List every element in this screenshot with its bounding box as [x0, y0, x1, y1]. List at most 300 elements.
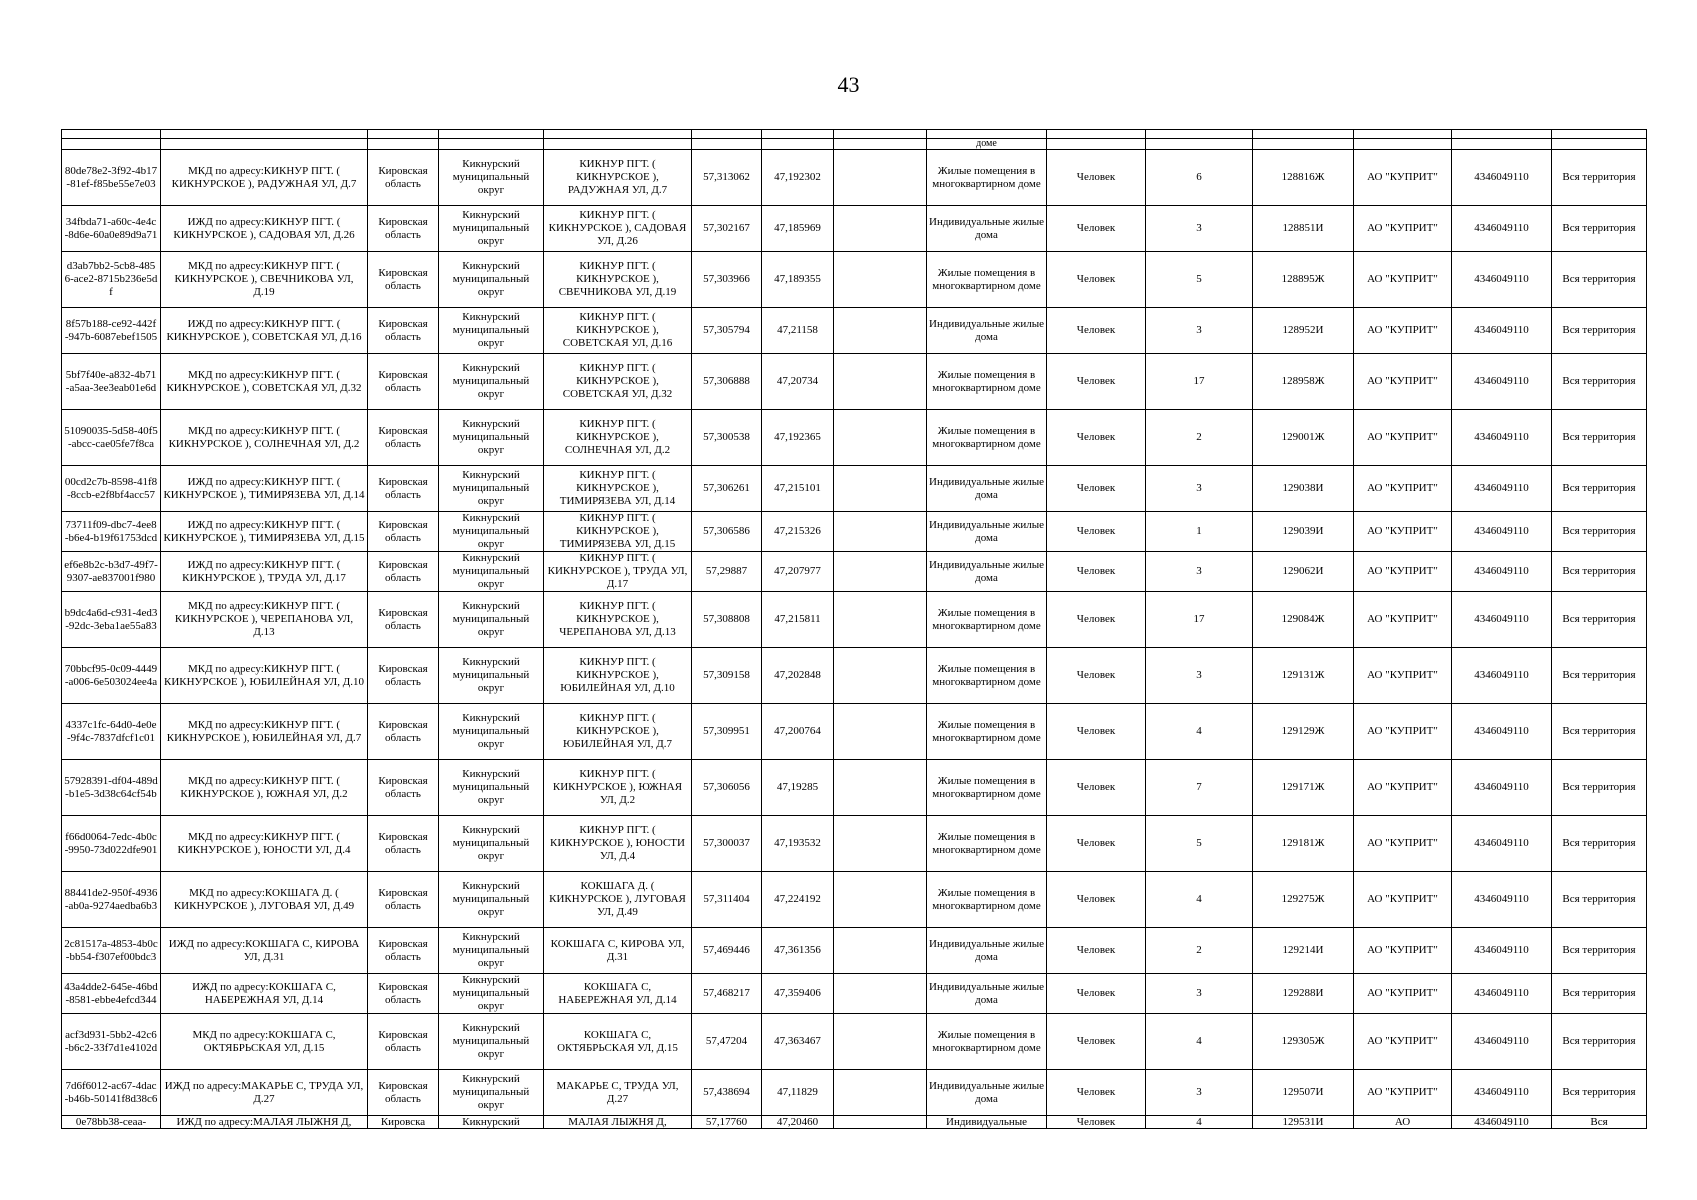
- longitude-cell: 47,192365: [762, 410, 834, 466]
- inn-cell: 4346049110: [1452, 872, 1552, 928]
- table-row: [62, 466, 1647, 512]
- code-cell: 129171Ж: [1253, 760, 1354, 816]
- description-cell: ИЖД по адресу:МАЛАЯ ЛЫЖНЯ Д,: [161, 1116, 368, 1129]
- description-cell: МКД по адресу:КОКШАГА С, ОКТЯБРЬСКАЯ УЛ, Д.15: [161, 1014, 368, 1070]
- region-cell: Кировская область: [368, 252, 439, 308]
- territory-cell: Вся территория: [1552, 974, 1647, 1014]
- count-cell: 3: [1146, 308, 1253, 354]
- longitude-cell: 47,202848: [762, 648, 834, 704]
- latitude-cell: 57,311404: [692, 872, 762, 928]
- dwelling-type-cell: Жилые помещения в многоквартирном доме: [927, 648, 1047, 704]
- code-cell: 129129Ж: [1253, 704, 1354, 760]
- id-cell: b9dc4a6d-c931-4ed3-92dc-3eba1ae55a83: [62, 592, 161, 648]
- empty-cell: [834, 512, 927, 552]
- table-row: [62, 648, 1647, 704]
- table-row: [62, 974, 1647, 1014]
- territory-cell: Вся территория: [1552, 1014, 1647, 1070]
- region-cell: Кировская область: [368, 648, 439, 704]
- territory-cell: Вся территория: [1552, 648, 1647, 704]
- dwelling-type-cell: Индивидуальные жилые дома: [927, 206, 1047, 252]
- unit-cell: Человек: [1047, 592, 1146, 648]
- id-cell: 7d6f6012-ac67-4dac-b46b-50141f8d38c6: [62, 1070, 161, 1116]
- territory-cell: Вся территория: [1552, 466, 1647, 512]
- unit-cell: Человек: [1047, 354, 1146, 410]
- registry-table: [61, 129, 1647, 1129]
- district-cell: Кикнурский муниципальный округ: [439, 308, 544, 354]
- organization-cell: АО "КУПРИТ": [1354, 1070, 1452, 1116]
- count-cell: 3: [1146, 1070, 1253, 1116]
- count-cell: 3: [1146, 974, 1253, 1014]
- latitude-cell: 57,306586: [692, 512, 762, 552]
- empty-cell: [834, 816, 927, 872]
- description-cell: МКД по адресу:КИКНУР ПГТ. ( КИКНУРСКОЕ ), ЧЕРЕПАНОВА УЛ, Д.13: [161, 592, 368, 648]
- unit-cell: Человек: [1047, 648, 1146, 704]
- empty-cell: [834, 308, 927, 354]
- territory-cell: Вся территория: [1552, 410, 1647, 466]
- latitude-cell: 57,468217: [692, 974, 762, 1014]
- count-cell: 2: [1146, 928, 1253, 974]
- code-cell: 128851И: [1253, 206, 1354, 252]
- unit-cell: Человек: [1047, 816, 1146, 872]
- address-cell: КИКНУР ПГТ. ( КИКНУРСКОЕ ), ТРУДА УЛ, Д.17: [544, 552, 692, 592]
- code-cell: 129131Ж: [1253, 648, 1354, 704]
- latitude-cell: 57,300037: [692, 816, 762, 872]
- longitude-cell: 47,19285: [762, 760, 834, 816]
- address-cell: КИКНУР ПГТ. ( КИКНУРСКОЕ ), СВЕЧНИКОВА УЛ, Д.19: [544, 252, 692, 308]
- description-cell: ИЖД по адресу:КОКШАГА С, НАБЕРЕЖНАЯ УЛ, Д.14: [161, 974, 368, 1014]
- description-cell: МКД по адресу:КИКНУР ПГТ. ( КИКНУРСКОЕ ), СОВЕТСКАЯ УЛ, Д.32: [161, 354, 368, 410]
- id-cell: 0e78bb38-ceaa-: [62, 1116, 161, 1129]
- dwelling-type-cell: Жилые помещения в многоквартирном доме: [927, 354, 1047, 410]
- region-cell: Кировская область: [368, 466, 439, 512]
- inn-cell: 4346049110: [1452, 1116, 1552, 1129]
- dwelling-type-cell: Индивидуальные: [927, 1116, 1047, 1129]
- empty-cell: [834, 252, 927, 308]
- count-cell: 7: [1146, 760, 1253, 816]
- inn-cell: 4346049110: [1452, 928, 1552, 974]
- inn-cell: 4346049110: [1452, 816, 1552, 872]
- longitude-cell: 47,185969: [762, 206, 834, 252]
- organization-cell: АО "КУПРИТ": [1354, 410, 1452, 466]
- organization-cell: АО "КУПРИТ": [1354, 592, 1452, 648]
- district-cell: Кикнурский муниципальный округ: [439, 928, 544, 974]
- id-cell: 80de78e2-3f92-4b17-81ef-f85be55e7e03: [62, 150, 161, 206]
- longitude-cell: 47,192302: [762, 150, 834, 206]
- address-cell: КИКНУР ПГТ. ( КИКНУРСКОЕ ), САДОВАЯ УЛ, Д.26: [544, 206, 692, 252]
- description-cell: МКД по адресу:КИКНУР ПГТ. ( КИКНУРСКОЕ ), ЮНОСТИ УЛ, Д.4: [161, 816, 368, 872]
- latitude-cell: 57,47204: [692, 1014, 762, 1070]
- empty-cell: [834, 760, 927, 816]
- dwelling-type-cell: Жилые помещения в многоквартирном доме: [927, 150, 1047, 206]
- district-cell: Кикнурский муниципальный округ: [439, 816, 544, 872]
- id-cell: 51090035-5d58-40f5-abcc-cae05fe7f8ca: [62, 410, 161, 466]
- longitude-cell: 47,215811: [762, 592, 834, 648]
- address-cell: КОКШАГА С, НАБЕРЕЖНАЯ УЛ, Д.14: [544, 974, 692, 1014]
- latitude-cell: 57,305794: [692, 308, 762, 354]
- district-cell: Кикнурский: [439, 1116, 544, 1129]
- latitude-cell: 57,300538: [692, 410, 762, 466]
- dwelling-type-cell: Жилые помещения в многоквартирном доме: [927, 1014, 1047, 1070]
- address-cell: МАЛАЯ ЛЫЖНЯ Д,: [544, 1116, 692, 1129]
- table-row: [62, 252, 1647, 308]
- inn-cell: 4346049110: [1452, 1070, 1552, 1116]
- id-cell: 88441de2-950f-4936-ab0a-9274aedba6b3: [62, 872, 161, 928]
- latitude-cell: 57,309951: [692, 704, 762, 760]
- region-cell: Кировская область: [368, 410, 439, 466]
- district-cell: Кикнурский муниципальный округ: [439, 1014, 544, 1070]
- empty-cell: [834, 466, 927, 512]
- description-cell: ИЖД по адресу:КИКНУР ПГТ. ( КИКНУРСКОЕ ), САДОВАЯ УЛ, Д.26: [161, 206, 368, 252]
- address-cell: КИКНУР ПГТ. ( КИКНУРСКОЕ ), ЮБИЛЕЙНАЯ УЛ, Д.10: [544, 648, 692, 704]
- longitude-cell: 47,21158: [762, 308, 834, 354]
- address-cell: КОКШАГА С, ОКТЯБРЬСКАЯ УЛ, Д.15: [544, 1014, 692, 1070]
- unit-cell: Человек: [1047, 760, 1146, 816]
- territory-cell: Вся территория: [1552, 760, 1647, 816]
- count-cell: 4: [1146, 1116, 1253, 1129]
- dwelling-type-cell: Индивидуальные жилые дома: [927, 974, 1047, 1014]
- dwelling-type-cell: Индивидуальные жилые дома: [927, 552, 1047, 592]
- id-cell: 57928391-df04-489d-b1e5-3d38c64cf54b: [62, 760, 161, 816]
- latitude-cell: 57,306261: [692, 466, 762, 512]
- address-cell: КИКНУР ПГТ. ( КИКНУРСКОЕ ), РАДУЖНАЯ УЛ, Д.7: [544, 150, 692, 206]
- unit-cell: Человек: [1047, 872, 1146, 928]
- organization-cell: АО "КУПРИТ": [1354, 760, 1452, 816]
- table-row: [62, 760, 1647, 816]
- organization-cell: АО "КУПРИТ": [1354, 150, 1452, 206]
- table-row: [62, 872, 1647, 928]
- inn-cell: 4346049110: [1452, 252, 1552, 308]
- territory-cell: Вся территория: [1552, 1070, 1647, 1116]
- table-row: [62, 816, 1647, 872]
- table-row: [62, 354, 1647, 410]
- unit-cell: Человек: [1047, 704, 1146, 760]
- table-row: [62, 1070, 1647, 1116]
- address-cell: МАКАРЬЕ С, ТРУДА УЛ, Д.27: [544, 1070, 692, 1116]
- address-cell: КИКНУР ПГТ. ( КИКНУРСКОЕ ), ЮЖНАЯ УЛ, Д.2: [544, 760, 692, 816]
- latitude-cell: 57,306056: [692, 760, 762, 816]
- description-cell: ИЖД по адресу:КИКНУР ПГТ. ( КИКНУРСКОЕ ), СОВЕТСКАЯ УЛ, Д.16: [161, 308, 368, 354]
- inn-cell: 4346049110: [1452, 354, 1552, 410]
- district-cell: Кикнурский муниципальный округ: [439, 704, 544, 760]
- address-cell: КИКНУР ПГТ. ( КИКНУРСКОЕ ), ЮНОСТИ УЛ, Д.4: [544, 816, 692, 872]
- description-cell: ИЖД по адресу:МАКАРЬЕ С, ТРУДА УЛ, Д.27: [161, 1070, 368, 1116]
- id-cell: 4337c1fc-64d0-4e0e-9f4c-7837dfcf1c01: [62, 704, 161, 760]
- code-cell: 129275Ж: [1253, 872, 1354, 928]
- district-cell: Кикнурский муниципальный округ: [439, 872, 544, 928]
- organization-cell: АО "КУПРИТ": [1354, 552, 1452, 592]
- address-cell: КИКНУР ПГТ. ( КИКНУРСКОЕ ), СОВЕТСКАЯ УЛ, Д.32: [544, 354, 692, 410]
- inn-cell: 4346049110: [1452, 466, 1552, 512]
- address-cell: КИКНУР ПГТ. ( КИКНУРСКОЕ ), СОВЕТСКАЯ УЛ, Д.16: [544, 308, 692, 354]
- territory-cell: Вся территория: [1552, 592, 1647, 648]
- dwelling-type-cell: Жилые помещения в многоквартирном доме: [927, 410, 1047, 466]
- region-cell: Кировская область: [368, 816, 439, 872]
- longitude-cell: 47,200764: [762, 704, 834, 760]
- district-cell: Кикнурский муниципальный округ: [439, 252, 544, 308]
- empty-cell: [834, 410, 927, 466]
- empty-cell: [834, 704, 927, 760]
- address-cell: КОКШАГА С, КИРОВА УЛ, Д.31: [544, 928, 692, 974]
- district-cell: Кикнурский муниципальный округ: [439, 410, 544, 466]
- header-row: [62, 130, 1647, 139]
- longitude-cell: 47,215326: [762, 512, 834, 552]
- unit-cell: Человек: [1047, 308, 1146, 354]
- unit-cell: Человек: [1047, 206, 1146, 252]
- inn-cell: 4346049110: [1452, 592, 1552, 648]
- last-table-row: [62, 1116, 1647, 1129]
- unit-cell: Человек: [1047, 150, 1146, 206]
- organization-cell: АО "КУПРИТ": [1354, 974, 1452, 1014]
- address-cell: КИКНУР ПГТ. ( КИКНУРСКОЕ ), СОЛНЕЧНАЯ УЛ, Д.2: [544, 410, 692, 466]
- region-cell: Кировская область: [368, 592, 439, 648]
- code-cell: 129288И: [1253, 974, 1354, 1014]
- description-cell: ИЖД по адресу:КИКНУР ПГТ. ( КИКНУРСКОЕ ), ТИМИРЯЗЕВА УЛ, Д.14: [161, 466, 368, 512]
- empty-cell: [834, 1116, 927, 1129]
- id-cell: f66d0064-7edc-4b0c-9950-73d022dfe901: [62, 816, 161, 872]
- address-cell: КИКНУР ПГТ. ( КИКНУРСКОЕ ), ЮБИЛЕЙНАЯ УЛ, Д.7: [544, 704, 692, 760]
- count-cell: 3: [1146, 648, 1253, 704]
- latitude-cell: 57,302167: [692, 206, 762, 252]
- latitude-cell: 57,309158: [692, 648, 762, 704]
- address-cell: КИКНУР ПГТ. ( КИКНУРСКОЕ ), ТИМИРЯЗЕВА УЛ, Д.14: [544, 466, 692, 512]
- organization-cell: АО "КУПРИТ": [1354, 206, 1452, 252]
- code-cell: 128958Ж: [1253, 354, 1354, 410]
- description-cell: ИЖД по адресу:КОКШАГА С, КИРОВА УЛ, Д.31: [161, 928, 368, 974]
- code-cell: 129038И: [1253, 466, 1354, 512]
- code-cell: 129305Ж: [1253, 1014, 1354, 1070]
- count-cell: 3: [1146, 206, 1253, 252]
- inn-cell: 4346049110: [1452, 150, 1552, 206]
- organization-cell: АО "КУПРИТ": [1354, 308, 1452, 354]
- code-cell: 129039И: [1253, 512, 1354, 552]
- empty-cell: [834, 206, 927, 252]
- latitude-cell: 57,313062: [692, 150, 762, 206]
- district-cell: Кикнурский муниципальный округ: [439, 354, 544, 410]
- continuation-row: [62, 139, 1647, 150]
- unit-cell: Человек: [1047, 1116, 1146, 1129]
- code-cell: 128816Ж: [1253, 150, 1354, 206]
- unit-cell: Человек: [1047, 252, 1146, 308]
- empty-cell: [834, 872, 927, 928]
- count-cell: 6: [1146, 150, 1253, 206]
- region-cell: Кировская область: [368, 704, 439, 760]
- empty-cell: [834, 1070, 927, 1116]
- territory-cell: Вся территория: [1552, 872, 1647, 928]
- dwelling-type-cell: доме: [927, 139, 1047, 150]
- id-cell: 8f57b188-ce92-442f-947b-6087ebef1505: [62, 308, 161, 354]
- count-cell: 2: [1146, 410, 1253, 466]
- territory-cell: Вся территория: [1552, 704, 1647, 760]
- district-cell: Кикнурский муниципальный округ: [439, 974, 544, 1014]
- organization-cell: АО: [1354, 1116, 1452, 1129]
- count-cell: 17: [1146, 592, 1253, 648]
- dwelling-type-cell: Жилые помещения в многоквартирном доме: [927, 704, 1047, 760]
- empty-cell: [834, 552, 927, 592]
- count-cell: 5: [1146, 252, 1253, 308]
- dwelling-type-cell: Жилые помещения в многоквартирном доме: [927, 592, 1047, 648]
- description-cell: МКД по адресу:КОКШАГА Д. ( КИКНУРСКОЕ ), ЛУГОВАЯ УЛ, Д.49: [161, 872, 368, 928]
- unit-cell: Человек: [1047, 466, 1146, 512]
- id-cell: 2c81517a-4853-4b0c-bb54-f307ef00bdc3: [62, 928, 161, 974]
- inn-cell: 4346049110: [1452, 410, 1552, 466]
- organization-cell: АО "КУПРИТ": [1354, 1014, 1452, 1070]
- description-cell: МКД по адресу:КИКНУР ПГТ. ( КИКНУРСКОЕ ), СОЛНЕЧНАЯ УЛ, Д.2: [161, 410, 368, 466]
- territory-cell: Вся территория: [1552, 150, 1647, 206]
- address-cell: КОКШАГА Д. ( КИКНУРСКОЕ ), ЛУГОВАЯ УЛ, Д.49: [544, 872, 692, 928]
- longitude-cell: 47,193532: [762, 816, 834, 872]
- inn-cell: 4346049110: [1452, 206, 1552, 252]
- table-row: [62, 1014, 1647, 1070]
- id-cell: 34fbda71-a60c-4e4c-8d6e-60a0e89d9a71: [62, 206, 161, 252]
- territory-cell: Вся территория: [1552, 308, 1647, 354]
- region-cell: Кировская область: [368, 1014, 439, 1070]
- inn-cell: 4346049110: [1452, 704, 1552, 760]
- address-cell: КИКНУР ПГТ. ( КИКНУРСКОЕ ), ЧЕРЕПАНОВА УЛ, Д.13: [544, 592, 692, 648]
- inn-cell: 4346049110: [1452, 1014, 1552, 1070]
- count-cell: 4: [1146, 872, 1253, 928]
- inn-cell: 4346049110: [1452, 512, 1552, 552]
- dwelling-type-cell: Индивидуальные жилые дома: [927, 512, 1047, 552]
- territory-cell: Вся территория: [1552, 552, 1647, 592]
- region-cell: Кировская область: [368, 872, 439, 928]
- id-cell: acf3d931-5bb2-42c6-b6c2-33f7d1e4102d: [62, 1014, 161, 1070]
- organization-cell: АО "КУПРИТ": [1354, 704, 1452, 760]
- empty-cell: [834, 648, 927, 704]
- count-cell: 5: [1146, 816, 1253, 872]
- code-cell: 129214И: [1253, 928, 1354, 974]
- table-row: [62, 512, 1647, 552]
- latitude-cell: 57,29887: [692, 552, 762, 592]
- region-cell: Кировская область: [368, 206, 439, 252]
- table-row: [62, 704, 1647, 760]
- code-cell: 129084Ж: [1253, 592, 1354, 648]
- region-cell: Кировская область: [368, 308, 439, 354]
- longitude-cell: 47,363467: [762, 1014, 834, 1070]
- organization-cell: АО "КУПРИТ": [1354, 928, 1452, 974]
- territory-cell: Вся территория: [1552, 354, 1647, 410]
- empty-cell: [834, 974, 927, 1014]
- territory-cell: Вся территория: [1552, 252, 1647, 308]
- id-cell: 43a4dde2-645e-46bd-8581-ebbe4efcd344: [62, 974, 161, 1014]
- district-cell: Кикнурский муниципальный округ: [439, 592, 544, 648]
- code-cell: 129181Ж: [1253, 816, 1354, 872]
- description-cell: МКД по адресу:КИКНУР ПГТ. ( КИКНУРСКОЕ ), РАДУЖНАЯ УЛ, Д.7: [161, 150, 368, 206]
- district-cell: Кикнурский муниципальный округ: [439, 552, 544, 592]
- unit-cell: Человек: [1047, 410, 1146, 466]
- region-cell: Кировская область: [368, 512, 439, 552]
- empty-cell: [834, 1014, 927, 1070]
- table-row: [62, 928, 1647, 974]
- district-cell: Кикнурский муниципальный округ: [439, 648, 544, 704]
- district-cell: Кикнурский муниципальный округ: [439, 760, 544, 816]
- longitude-cell: 47,207977: [762, 552, 834, 592]
- latitude-cell: 57,469446: [692, 928, 762, 974]
- count-cell: 1: [1146, 512, 1253, 552]
- table-row: [62, 410, 1647, 466]
- inn-cell: 4346049110: [1452, 552, 1552, 592]
- code-cell: 129062И: [1253, 552, 1354, 592]
- district-cell: Кикнурский муниципальный округ: [439, 1070, 544, 1116]
- latitude-cell: 57,308808: [692, 592, 762, 648]
- address-cell: КИКНУР ПГТ. ( КИКНУРСКОЕ ), ТИМИРЯЗЕВА УЛ, Д.15: [544, 512, 692, 552]
- organization-cell: АО "КУПРИТ": [1354, 354, 1452, 410]
- region-cell: Кировская область: [368, 974, 439, 1014]
- region-cell: Кировская область: [368, 150, 439, 206]
- empty-cell: [834, 354, 927, 410]
- district-cell: Кикнурский муниципальный округ: [439, 150, 544, 206]
- longitude-cell: 47,215101: [762, 466, 834, 512]
- territory-cell: Вся территория: [1552, 206, 1647, 252]
- unit-cell: Человек: [1047, 1070, 1146, 1116]
- territory-cell: Вся территория: [1552, 512, 1647, 552]
- table-row: [62, 308, 1647, 354]
- id-cell: 73711f09-dbc7-4ee8-b6e4-b19f61753dcd: [62, 512, 161, 552]
- table-row: [62, 206, 1647, 252]
- unit-cell: Человек: [1047, 1014, 1146, 1070]
- district-cell: Кикнурский муниципальный округ: [439, 206, 544, 252]
- count-cell: 3: [1146, 552, 1253, 592]
- organization-cell: АО "КУПРИТ": [1354, 648, 1452, 704]
- dwelling-type-cell: Индивидуальные жилые дома: [927, 1070, 1047, 1116]
- region-cell: Кировская область: [368, 1070, 439, 1116]
- description-cell: МКД по адресу:КИКНУР ПГТ. ( КИКНУРСКОЕ ), ЮБИЛЕЙНАЯ УЛ, Д.7: [161, 704, 368, 760]
- inn-cell: 4346049110: [1452, 760, 1552, 816]
- territory-cell: Вся территория: [1552, 816, 1647, 872]
- table-row: [62, 552, 1647, 592]
- dwelling-type-cell: Жилые помещения в многоквартирном доме: [927, 760, 1047, 816]
- count-cell: 4: [1146, 1014, 1253, 1070]
- region-cell: Кировская область: [368, 354, 439, 410]
- description-cell: ИЖД по адресу:КИКНУР ПГТ. ( КИКНУРСКОЕ ), ТИМИРЯЗЕВА УЛ, Д.15: [161, 512, 368, 552]
- region-cell: Кировская область: [368, 552, 439, 592]
- table-row: [62, 592, 1647, 648]
- organization-cell: АО "КУПРИТ": [1354, 872, 1452, 928]
- territory-cell: Вся: [1552, 1116, 1647, 1129]
- dwelling-type-cell: Жилые помещения в многоквартирном доме: [927, 872, 1047, 928]
- longitude-cell: 47,11829: [762, 1070, 834, 1116]
- latitude-cell: 57,17760: [692, 1116, 762, 1129]
- count-cell: 4: [1146, 704, 1253, 760]
- longitude-cell: 47,20734: [762, 354, 834, 410]
- id-cell: 00cd2c7b-8598-41f8-8ccb-e2f8bf4acc57: [62, 466, 161, 512]
- region-cell: Кировска: [368, 1116, 439, 1129]
- inn-cell: 4346049110: [1452, 974, 1552, 1014]
- district-cell: Кикнурский муниципальный округ: [439, 466, 544, 512]
- description-cell: ИЖД по адресу:КИКНУР ПГТ. ( КИКНУРСКОЕ ), ТРУДА УЛ, Д.17: [161, 552, 368, 592]
- organization-cell: АО "КУПРИТ": [1354, 252, 1452, 308]
- unit-cell: Человек: [1047, 928, 1146, 974]
- description-cell: МКД по адресу:КИКНУР ПГТ. ( КИКНУРСКОЕ ), ЮЖНАЯ УЛ, Д.2: [161, 760, 368, 816]
- empty-cell: [834, 928, 927, 974]
- id-cell: 70bbcf95-0c09-4449-a006-6e503024ee4a: [62, 648, 161, 704]
- longitude-cell: 47,361356: [762, 928, 834, 974]
- table-row: [62, 150, 1647, 206]
- code-cell: 129507И: [1253, 1070, 1354, 1116]
- dwelling-type-cell: Индивидуальные жилые дома: [927, 308, 1047, 354]
- dwelling-type-cell: Жилые помещения в многоквартирном доме: [927, 252, 1047, 308]
- organization-cell: АО "КУПРИТ": [1354, 816, 1452, 872]
- code-cell: 129001Ж: [1253, 410, 1354, 466]
- longitude-cell: 47,189355: [762, 252, 834, 308]
- inn-cell: 4346049110: [1452, 308, 1552, 354]
- description-cell: МКД по адресу:КИКНУР ПГТ. ( КИКНУРСКОЕ ), ЮБИЛЕЙНАЯ УЛ, Д.10: [161, 648, 368, 704]
- description-cell: МКД по адресу:КИКНУР ПГТ. ( КИКНУРСКОЕ ), СВЕЧНИКОВА УЛ, Д.19: [161, 252, 368, 308]
- district-cell: Кикнурский муниципальный округ: [439, 512, 544, 552]
- unit-cell: Человек: [1047, 974, 1146, 1014]
- id-cell: ef6e8b2c-b3d7-49f7-9307-ae837001f980: [62, 552, 161, 592]
- table-body: [62, 130, 1647, 1129]
- latitude-cell: 57,306888: [692, 354, 762, 410]
